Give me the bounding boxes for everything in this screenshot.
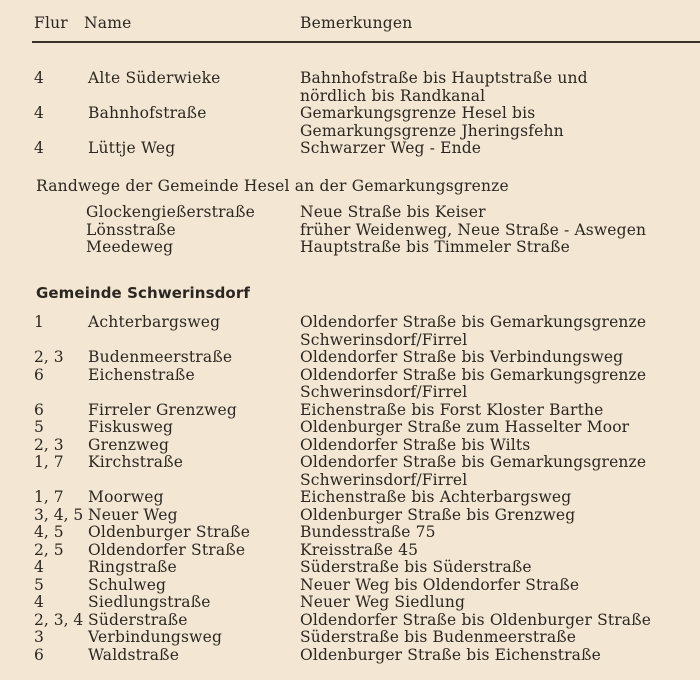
street-name: Moorweg xyxy=(88,488,164,506)
flur-cell: 4 xyxy=(34,558,44,576)
street-name: Fiskusweg xyxy=(88,418,174,436)
street-name: Schulweg xyxy=(88,575,167,594)
remark-cell xyxy=(300,402,695,420)
street-name: Kirchstraße xyxy=(88,453,184,471)
street-name: Verbindungsweg xyxy=(88,628,223,646)
remark-line: Süderstraße bis Budenmeerstraße xyxy=(300,628,577,646)
remark-cell xyxy=(300,140,695,158)
remark-cell xyxy=(300,437,695,455)
flur-cell: 1, 7 xyxy=(34,453,64,471)
flur-cell: 2, 3 xyxy=(34,348,64,366)
street-name: Siedlungstraße xyxy=(88,593,211,611)
flur-cell: 4 xyxy=(34,593,44,611)
remark-cell xyxy=(300,70,695,105)
street-name: Achterbargsweg xyxy=(88,313,221,331)
remark-cell xyxy=(300,454,695,489)
remark-line: Bundesstraße 75 xyxy=(300,523,436,541)
remark-line: Schwerinsdorf/Firrel xyxy=(300,383,468,401)
flur-cell: 4, 5 xyxy=(34,523,64,541)
remark-cell xyxy=(300,222,695,240)
remark-line: nördlich bis Randkanal xyxy=(300,86,486,105)
remark-line: Hauptstraße bis Timmeler Straße xyxy=(300,238,570,256)
street-name: Neuer Weg xyxy=(88,505,178,524)
remark-cell xyxy=(300,647,695,665)
remark-line: Schwerinsdorf/Firrel xyxy=(300,330,468,349)
remark-line: Bahnhofstraße bis Hauptstraße und xyxy=(300,69,588,87)
street-name: Oldendorfer Straße xyxy=(88,540,246,559)
flur-cell: 4 xyxy=(34,139,44,157)
flur-cell: 4 xyxy=(34,69,44,87)
flur-cell: 2, 3 xyxy=(34,435,64,454)
remark-line: Gemarkungsgrenze Hesel bis xyxy=(300,104,536,122)
remark-line: Oldendorfer Straße bis Gemarkungsgrenze xyxy=(300,365,647,384)
header-rule xyxy=(32,41,700,43)
section-title: Gemeinde Schwerinsdorf xyxy=(36,284,250,302)
street-name: Glockengießerstraße xyxy=(86,203,256,221)
remark-cell xyxy=(300,204,695,222)
flur-cell: 2, 5 xyxy=(34,540,64,559)
flur-cell: 5 xyxy=(34,575,44,594)
flur-cell: 3, 4, 5 xyxy=(34,505,84,524)
street-name: Meedeweg xyxy=(86,238,174,256)
flur-cell: 4 xyxy=(34,104,44,122)
flur-cell: 6 xyxy=(34,365,44,384)
remark-line: Oldenburger Straße zum Hasselter Moor xyxy=(300,418,630,436)
remark-cell xyxy=(300,314,695,349)
street-name: Lüttje Weg xyxy=(88,139,176,157)
column-header-name: Name xyxy=(84,14,132,32)
flur-cell: 1 xyxy=(34,313,44,331)
flur-cell: 2, 3, 4 xyxy=(34,610,84,629)
remark-line: Eichenstraße bis Forst Kloster Barthe xyxy=(300,400,604,419)
street-name: Oldenburger Straße xyxy=(88,523,251,541)
remark-line: Neuer Weg Siedlung xyxy=(300,593,466,611)
remark-line: Oldendorfer Straße bis Wilts xyxy=(300,435,531,454)
remark-line: Gemarkungsgrenze Jheringsfehn xyxy=(300,121,564,140)
remark-line: Neue Straße bis Keiser xyxy=(300,203,486,221)
remark-line: Oldenburger Straße bis Eichenstraße xyxy=(300,645,601,664)
remark-line: Kreisstraße 45 xyxy=(300,540,419,559)
remark-cell xyxy=(300,239,695,257)
remark-line: Oldendorfer Straße bis Gemarkungsgrenze xyxy=(300,313,647,331)
column-header-remarks: Bemerkungen xyxy=(300,14,413,32)
remark-cell xyxy=(300,105,695,140)
flur-cell: 5 xyxy=(34,418,44,436)
column-header-flur: Flur xyxy=(34,14,68,32)
remark-cell xyxy=(300,524,695,542)
remark-cell xyxy=(300,612,695,630)
remark-cell xyxy=(300,559,695,577)
remark-line: Schwerinsdorf/Firrel xyxy=(300,470,468,489)
street-name: Budenmeerstraße xyxy=(88,348,233,366)
street-name: Bahnhofstraße xyxy=(88,104,207,122)
flur-cell: 3 xyxy=(34,628,44,646)
flur-cell: 6 xyxy=(34,645,44,664)
flur-cell: 6 xyxy=(34,400,44,419)
remark-cell xyxy=(300,489,695,507)
remark-line: Eichenstraße bis Achterbargsweg xyxy=(300,488,572,506)
remark-line: Schwarzer Weg - Ende xyxy=(300,139,482,157)
street-name: Ringstraße xyxy=(88,558,177,576)
remark-line: Oldendorfer Straße bis Gemarkungsgrenze xyxy=(300,453,647,471)
remark-line: Neuer Weg bis Oldendorfer Straße xyxy=(300,575,580,594)
remark-line: Oldendorfer Straße bis Verbindungsweg xyxy=(300,348,624,366)
street-name: Süderstraße xyxy=(88,610,188,629)
remark-cell xyxy=(300,577,695,595)
street-name: Grenzweg xyxy=(88,435,170,454)
remark-cell xyxy=(300,594,695,612)
remark-line: früher Weidenweg, Neue Straße - Aswegen xyxy=(300,220,647,239)
remark-cell xyxy=(300,542,695,560)
street-name: Alte Süderwieke xyxy=(88,69,221,87)
street-name: Eichenstraße xyxy=(88,365,195,384)
remark-line: Süderstraße bis Süderstraße xyxy=(300,558,532,576)
randwege-heading: Randwege der Gemeinde Hesel an der Gemarkungsgrenze xyxy=(36,177,509,195)
remark-cell xyxy=(300,629,695,647)
remark-line: Oldenburger Straße bis Grenzweg xyxy=(300,505,576,524)
remark-cell xyxy=(300,507,695,525)
street-name: Waldstraße xyxy=(88,645,180,664)
flur-cell: 1, 7 xyxy=(34,488,64,506)
remark-cell xyxy=(300,419,695,437)
street-name: Firreler Grenzweg xyxy=(88,400,238,419)
remark-cell xyxy=(300,367,695,402)
remark-cell xyxy=(300,349,695,367)
remark-line: Oldendorfer Straße bis Oldenburger Straße xyxy=(300,610,652,629)
street-name: Lönsstraße xyxy=(86,220,176,239)
